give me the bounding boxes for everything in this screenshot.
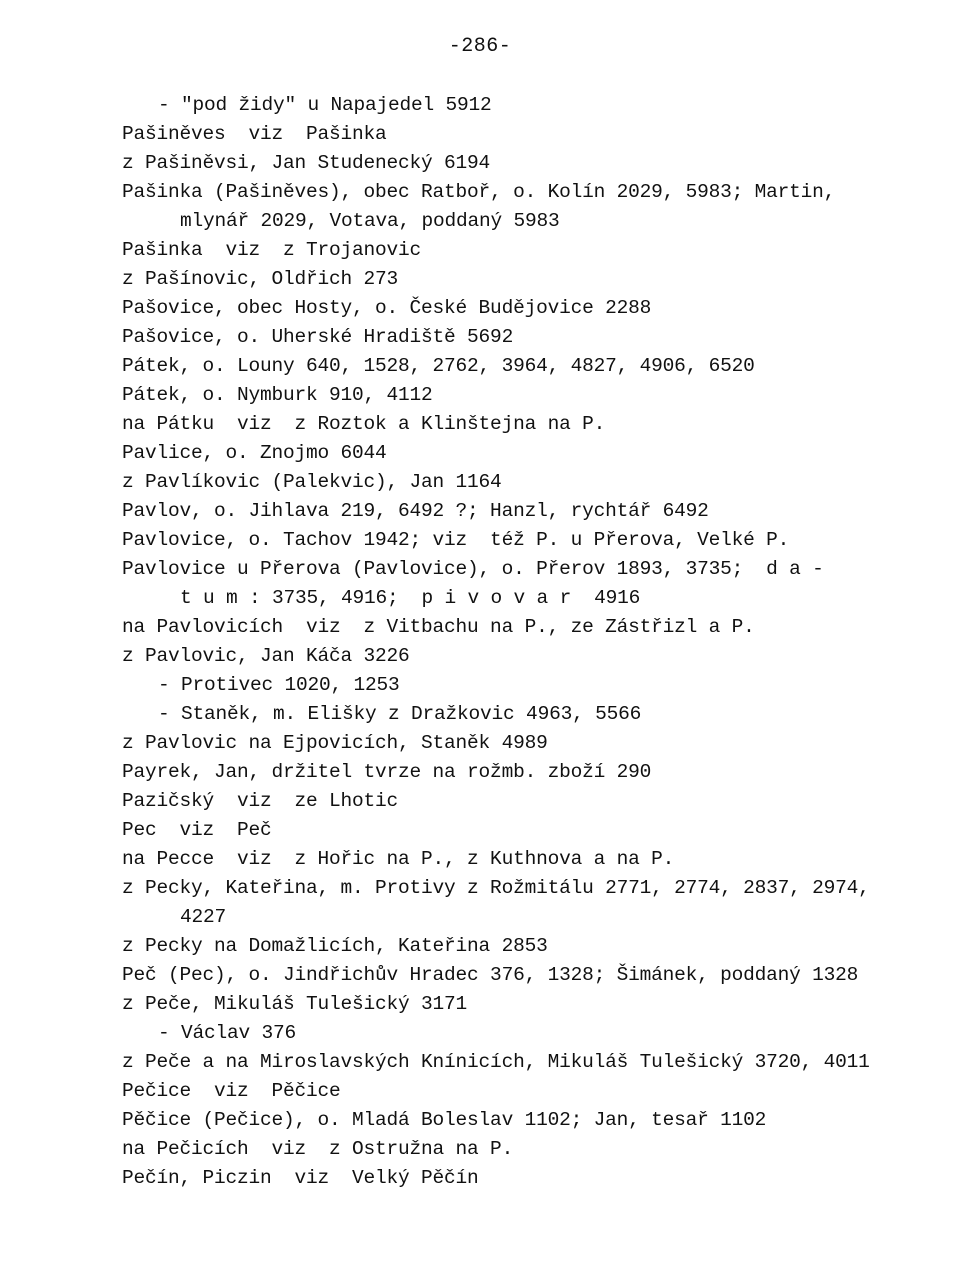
index-line: Pavlovice, o. Tachov 1942; viz též P. u Přerova, Velké P. (122, 529, 790, 551)
index-line: Pečice viz Pěčice (122, 1080, 341, 1102)
index-line: z Pašiněvsi, Jan Studenecký 6194 (122, 152, 491, 174)
index-line: na Pátku viz z Roztok a Klinštejna na P. (122, 413, 606, 435)
index-line: Pašinka viz z Trojanovic (122, 239, 422, 261)
index-line: z Peče a na Miroslavských Knínicích, Mikuláš Tulešický 3720, 4011 (122, 1051, 870, 1073)
index-line: Pěčice (Pečice), o. Mladá Boleslav 1102; Jan, tesař 1102 (122, 1109, 767, 1131)
index-line: z Pavlovic, Jan Káča 3226 (122, 645, 410, 667)
index-line: Pec viz Peč (122, 819, 272, 841)
index-line: Pavlovice u Přerova (Pavlovice), o. Přerov 1893, 3735; d a - (122, 558, 824, 580)
index-line: Pátek, o. Louny 640, 1528, 2762, 3964, 4827, 4906, 6520 (122, 355, 755, 377)
index-line: Pazičský viz ze Lhotic (122, 790, 399, 812)
index-line: Pašovice, obec Hosty, o. České Budějovice 2288 (122, 297, 652, 319)
index-line: Pátek, o. Nymburk 910, 4112 (122, 384, 433, 406)
index-line: z Peče, Mikuláš Tulešický 3171 (122, 993, 468, 1015)
index-entries (122, 91, 922, 1193)
index-line: z Pašínovic, Oldřich 273 (122, 268, 399, 290)
index-line: mlynář 2029, Votava, poddaný 5983 (180, 210, 560, 232)
index-line: Pavlice, o. Znojmo 6044 (122, 442, 387, 464)
index-line: na Pavlovicích viz z Vitbachu na P., ze Zástřizl a P. (122, 616, 755, 638)
index-line: Peč (Pec), o. Jindřichův Hradec 376, 1328; Šimánek, poddaný 1328 (122, 964, 859, 986)
index-line: Pašovice, o. Uherské Hradiště 5692 (122, 326, 514, 348)
page-number: -286- (448, 35, 512, 58)
index-line: z Pecky, Kateřina, m. Protivy z Rožmitálu 2771, 2774, 2837, 2974, (122, 877, 870, 899)
index-line: t u m : 3735, 4916; p i v o v a r 4916 (180, 587, 641, 609)
index-line: Pečín, Piczin viz Velký Pěčín (122, 1167, 479, 1189)
index-line: - "pod židy" u Napajedel 5912 (158, 94, 492, 116)
index-line: Pašinka (Pašiněves), obec Ratboř, o. Kolín 2029, 5983; Martin, (122, 181, 836, 203)
index-line: z Pecky na Domažlicích, Kateřina 2853 (122, 935, 548, 957)
index-line: na Pečicích viz z Ostružna na P. (122, 1138, 514, 1160)
index-line: Pašiněves viz Pašinka (122, 123, 387, 145)
index-line: na Pecce viz z Hořic na P., z Kuthnova a na P. (122, 848, 675, 870)
index-line: - Staněk, m. Elišky z Dražkovic 4963, 5566 (158, 703, 642, 725)
index-line: - Protivec 1020, 1253 (158, 674, 400, 696)
index-line: 4227 (180, 906, 227, 928)
index-line: Pavlov, o. Jihlava 219, 6492 ?; Hanzl, rychtář 6492 (122, 500, 709, 522)
index-line: z Pavlíkovic (Palekvic), Jan 1164 (122, 471, 502, 493)
index-line: - Václav 376 (158, 1022, 297, 1044)
index-line: z Pavlovic na Ejpovicích, Staněk 4989 (122, 732, 548, 754)
index-line: Payrek, Jan, držitel tvrze na rožmb. zboží 290 (122, 761, 652, 783)
